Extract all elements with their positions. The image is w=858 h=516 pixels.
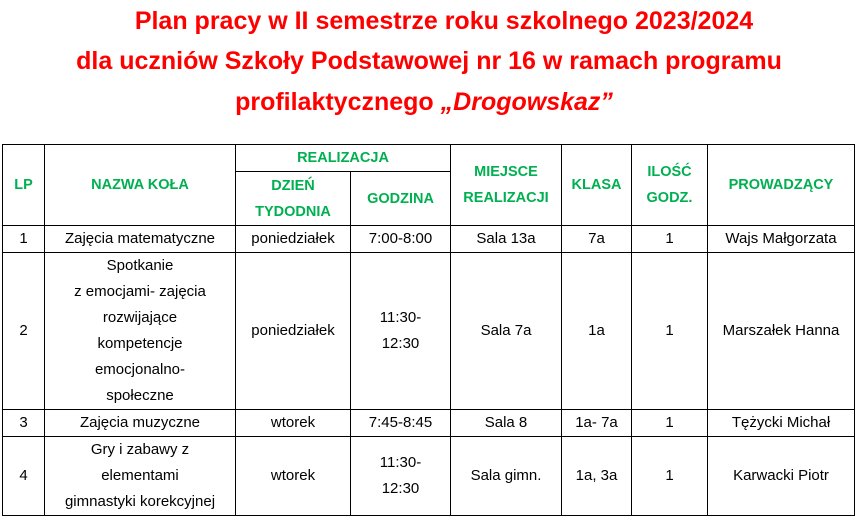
- cell-lp: 1: [3, 226, 45, 253]
- header-nazwa: NAZWA KOŁA: [45, 145, 236, 226]
- cell-prowadzacy: Wajs Małgorzata: [708, 226, 855, 253]
- header-klasa: KLASA: [562, 145, 632, 226]
- cell-lp: 4: [3, 437, 45, 516]
- cell-dzien: poniedziałek: [236, 226, 351, 253]
- cell-ilosc: 1: [632, 410, 708, 437]
- cell-dzien: poniedziałek: [236, 253, 351, 410]
- cell-miejsce: Sala 13a: [451, 226, 562, 253]
- header-miejsce: MIEJSCE REALIZACJI: [451, 145, 562, 226]
- cell-klasa: 1a, 3a: [562, 437, 632, 516]
- cell-prowadzacy: Tężycki Michał: [708, 410, 855, 437]
- cell-prowadzacy: Karwacki Piotr: [708, 437, 855, 516]
- title-line-3: [0, 85, 853, 119]
- cell-nazwa: Spotkanie z emocjami- zajęcia rozwijające kompetencje emocjonalno- społeczne: [45, 253, 236, 410]
- cell-ilosc: 1: [632, 437, 708, 516]
- cell-klasa: 1a- 7a: [562, 410, 632, 437]
- cell-lp: 3: [3, 410, 45, 437]
- cell-klasa: 1a: [562, 253, 632, 410]
- header-prowadzacy: PROWADZĄCY: [708, 145, 855, 226]
- cell-nazwa: Gry i zabawy z elementami gimnastyki korekcyjnej: [45, 437, 236, 516]
- table-row: [3, 410, 855, 437]
- cell-nazwa: Zajęcia matematyczne: [45, 226, 236, 253]
- cell-miejsce: Sala 7a: [451, 253, 562, 410]
- header-ilosc: ILOŚĆ GODZ.: [632, 145, 708, 226]
- header-godzina: GODZINA: [351, 172, 451, 226]
- cell-miejsce: Sala gimn.: [451, 437, 562, 516]
- cell-klasa: 7a: [562, 226, 632, 253]
- program-name: „Drogowskaz”: [440, 88, 613, 116]
- header-dzien: DZIEŃ TYDODNIA: [236, 172, 351, 226]
- header-lp: LP: [3, 145, 45, 226]
- cell-nazwa: Zajęcia muzyczne: [45, 410, 236, 437]
- cell-godzina: 11:30- 12:30: [351, 437, 451, 516]
- cell-ilosc: 1: [632, 226, 708, 253]
- title-line-3-prefix: profilaktycznego: [235, 88, 441, 116]
- table-row: [3, 253, 855, 410]
- cell-godzina: 7:00-8:00: [351, 226, 451, 253]
- title-line-1: Plan pracy w II semestrze roku szkolnego 2023/2024: [134, 7, 754, 35]
- cell-lp: 2: [3, 253, 45, 410]
- header-realizacja: REALIZACJA: [236, 145, 451, 172]
- table-row: [3, 226, 855, 253]
- title-line-2: dla uczniów Szkoły Podstawowej nr 16 w ramach programu: [76, 47, 782, 75]
- cell-prowadzacy: Marszałek Hanna: [708, 253, 855, 410]
- cell-miejsce: Sala 8: [451, 410, 562, 437]
- header-row-1: [3, 145, 855, 172]
- cell-godzina: 7:45-8:45: [351, 410, 451, 437]
- table-row: [3, 437, 855, 516]
- schedule-table: [2, 144, 855, 516]
- cell-godzina: 11:30- 12:30: [351, 253, 451, 410]
- cell-dzien: wtorek: [236, 410, 351, 437]
- cell-dzien: wtorek: [236, 437, 351, 516]
- cell-ilosc: 1: [632, 253, 708, 410]
